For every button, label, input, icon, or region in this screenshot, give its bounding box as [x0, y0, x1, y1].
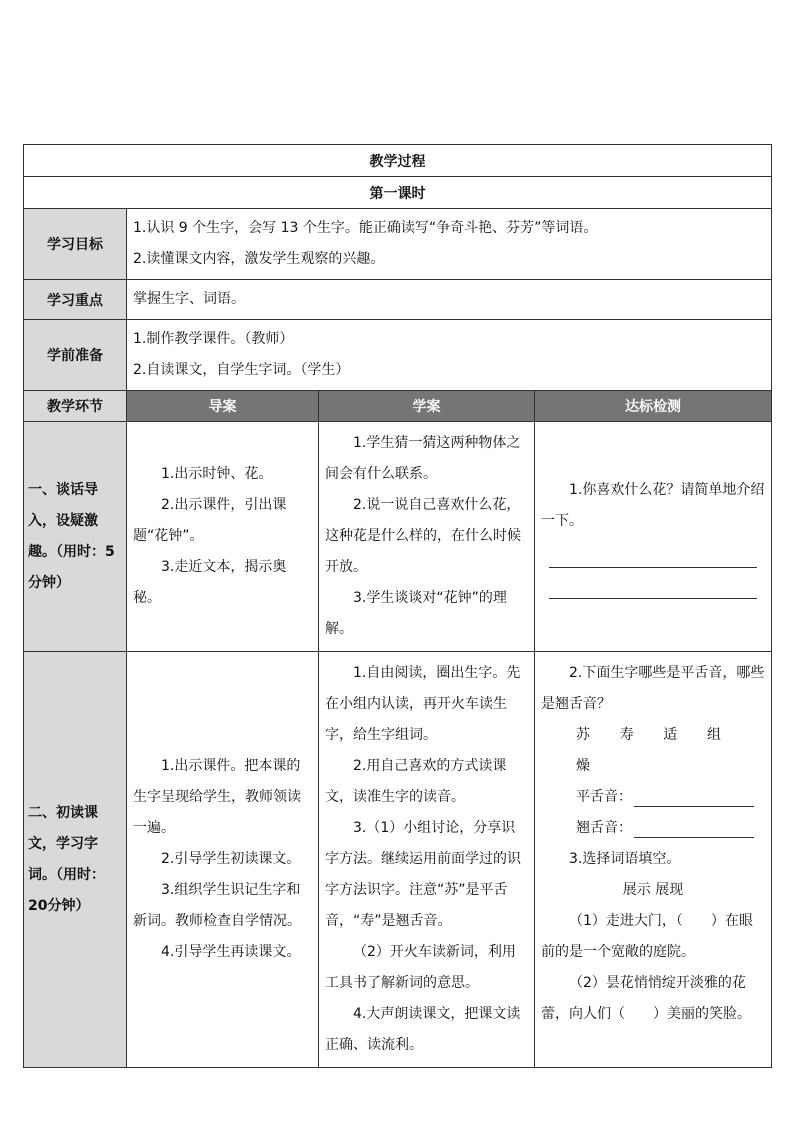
stage-2-guide: [127, 652, 319, 1068]
retroflex-row: [541, 813, 765, 844]
study-item: 3.（1）小组讨论，分享识字方法。继续运用前面学过的识字方法识字。注意“苏”是平舌音，“寿”是翘舌音。: [325, 820, 521, 929]
goal-item: 1.认识 9 个生字，会写 13 个生字。能正确读写“争奇斗艳、芬芳”等词语。: [133, 220, 598, 236]
study-item: 2.说一说自己喜欢什么花，这种花是什么样的，在什么时候开放。: [325, 497, 521, 575]
check-question-2: 2.下面生字哪些是平舌音，哪些是翘舌音？: [541, 665, 765, 712]
study-item: 3.学生谈谈对“花钟”的理解。: [325, 590, 507, 637]
stage-2-study: [319, 652, 535, 1068]
prep-item: 2.自读课文，自学生字词。（学生）: [133, 362, 350, 378]
prep-item: 1.制作教学课件。（教师）: [133, 331, 294, 347]
prep-label: 学前准备: [24, 320, 127, 391]
guide-item: 2.引导学生初读课文。: [161, 851, 301, 867]
goals-label: 学习目标: [24, 209, 127, 280]
study-item: 1.学生猜一猜这两种物体之间会有什么联系。: [325, 435, 521, 482]
retroflex-label: 翘舌音：: [576, 820, 632, 836]
study-item: 4.大声朗读课文，把课文读正确、读流利。: [325, 1006, 521, 1053]
teaching-process-table: [23, 144, 772, 1068]
char-list: 苏 寿 适 组 燥: [576, 727, 734, 774]
stage-1-check: [535, 422, 772, 652]
prep-cell: [127, 320, 772, 391]
guide-item: 3.组织学生识记生字和新词。教师检查自学情况。: [133, 882, 301, 929]
guide-item: 2.出示课件，引出课题“花钟”。: [133, 497, 287, 544]
fill-sentence-1: （1）走进大门，（ ）在眼前的是一个宽敞的庭院。: [541, 913, 753, 960]
col-header-guide: 导案: [127, 391, 319, 422]
flat-tongue-blank[interactable]: [634, 788, 754, 807]
focus-label: 学习重点: [24, 280, 127, 320]
guide-item: 1.出示课件。把本课的生字呈现给学生，教师领读一遍。: [133, 758, 301, 836]
study-item: 1.自由阅读，圈出生字。先在小组内认读，再开火车读生字，给生字组词。: [325, 665, 521, 743]
stage-1-study: [319, 422, 535, 652]
flat-tongue-label: 平舌音：: [576, 789, 632, 805]
guide-item: 4.引导学生再读课文。: [161, 944, 301, 960]
answer-line[interactable]: [549, 568, 757, 599]
fill-sentence-2: （2）昙花悄悄绽开淡雅的花蕾，向人们（ ）美丽的笑脸。: [541, 975, 751, 1022]
guide-item: 3.走近文本，揭示奥秘。: [133, 559, 287, 606]
col-header-stage: 教学环节: [24, 391, 127, 422]
study-item: （2）开火车读新词，利用工具书了解新词的意思。: [325, 944, 516, 991]
stage-2-check: [535, 652, 772, 1068]
stage-1-guide: [127, 422, 319, 652]
answer-line[interactable]: [549, 537, 757, 568]
retroflex-blank[interactable]: [634, 819, 754, 838]
col-header-check: 达标检测: [535, 391, 772, 422]
check-question: 1.你喜欢什么花？请简单地介绍一下。: [541, 481, 765, 529]
col-header-study: 学案: [319, 391, 535, 422]
word-options: 展示 展现: [622, 882, 684, 898]
stage-1: 一、谈话导入，设疑激趣。（用时：5分钟）: [24, 422, 127, 652]
guide-item: 1.出示时钟、花。: [161, 466, 273, 482]
flat-tongue-row: [541, 782, 765, 813]
goals-cell: [127, 209, 772, 280]
focus-text: 掌握生字、词语。: [127, 280, 772, 320]
table-title: 教学过程: [24, 145, 772, 177]
lesson-title: 第一课时: [24, 177, 772, 209]
check-question-3: 3.选择词语填空。: [569, 851, 681, 867]
study-item: 2.用自己喜欢的方式读课文，读准生字的读音。: [325, 758, 507, 805]
stage-2: 二、初读课文，学习字词。（用时：20分钟）: [24, 652, 127, 1068]
goal-item: 2.读懂课文内容，激发学生观察的兴趣。: [133, 251, 385, 267]
